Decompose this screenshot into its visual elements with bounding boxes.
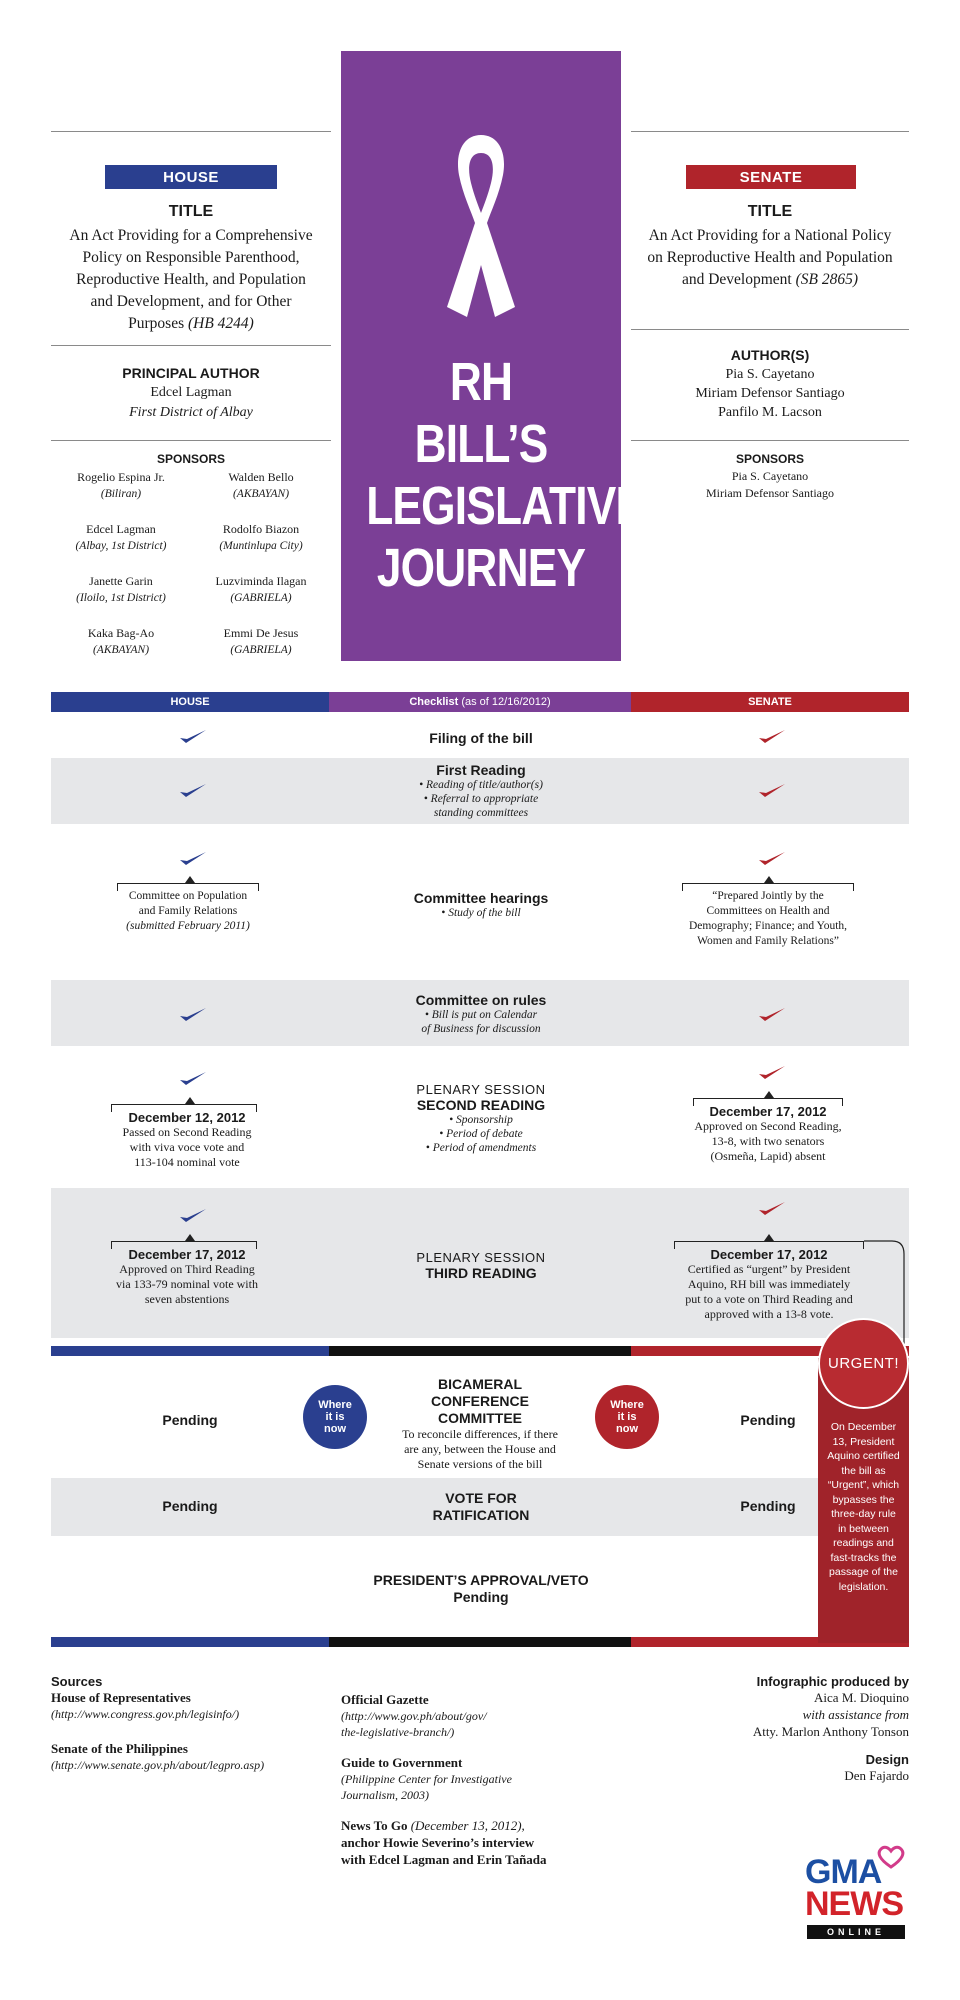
step-title: CONFERENCE [430,1393,529,1409]
source-note: with Edcel Lagman and Erin Tañada [341,1852,547,1867]
main-title-line: BILL’S [414,414,548,474]
step-desc: To reconcile differences, if there [402,1427,558,1441]
house-top-rule [51,131,331,132]
badge-line: Where [318,1399,352,1411]
house-label: HOUSE [105,165,277,189]
note-line: with viva voce vote and [129,1140,245,1154]
title-panel [341,51,645,661]
step-kicker: PLENARY SESSION [416,1082,546,1097]
senate-author: Miriam Defensor Santiago [695,386,845,401]
main-title-line: JOURNEY [376,538,586,598]
note-line: Committees on Health and [706,905,830,917]
step-item: standing committees [433,807,529,819]
step-item: of Business for discussion [421,1023,541,1035]
house-third-reading-note [95,1247,279,1307]
house-title-line: An Act Providing for a Comprehensive [69,227,313,244]
house-sponsor: Edcel Lagman (Albay, 1st District) [75,522,167,552]
note-line: via 133-79 nominal vote with [116,1277,258,1291]
sources-heading: Sources [51,1674,103,1689]
note-line: 13-8, with two senators [711,1134,825,1148]
step-title: THIRD READING [425,1265,537,1281]
senate-title-text [631,225,909,291]
badge-line: it is [325,1411,345,1423]
senate-sponsor: Pia S. Cayetano [731,469,809,483]
senate-title-line: An Act Providing for a National Policy [648,227,892,244]
senate-top-rule [631,131,909,132]
source-title: House of Representatives [51,1690,191,1705]
checklist-center-header [329,692,631,712]
note-date: December 17, 2012 [128,1247,246,1262]
note-line: Committee on Population [128,890,248,902]
source-title: News To Go [341,1818,408,1833]
note-date: December 17, 2012 [710,1247,828,1262]
logo-news: NEWS [805,1885,903,1923]
note-line: Aquino, RH bill was immediately [687,1277,851,1291]
house-title-line: and Development, and for Other [90,293,292,310]
checklist-house-header: HOUSE [51,692,329,712]
house-rule-2 [51,345,331,346]
note-line: (submitted February 2011) [126,920,250,932]
senate-third-reading-note [662,1247,876,1322]
note-line: Demography; Finance; and Youth, [688,920,848,932]
senate-check-icon [757,850,787,866]
step-item: • Period of debate [439,1128,523,1140]
house-sponsor: Janette Garin (Iloilo, 1st District) [76,574,166,604]
house-sponsors-heading: SPONSORS [156,452,225,466]
house-title-heading: TITLE [168,203,214,220]
credit-assist-name: Atty. Marlon Anthony Tonson [752,1724,909,1739]
senate-ratification-status: Pending [740,1498,796,1514]
sources-col-1 [51,1674,331,1773]
design-heading: Design [865,1752,909,1767]
senate-check-icon [757,1200,787,1216]
house-where-badge [303,1385,367,1449]
logo-gma: GMA [805,1853,882,1891]
house-sponsor: Kaka Bag-Ao (AKBAYAN) [87,626,155,656]
note-line: approved with a 13-8 vote. [704,1307,834,1321]
house-pointer [185,876,195,883]
badge-line: now [616,1423,638,1435]
senate-check-icon [757,728,787,744]
senate-check-icon [757,782,787,798]
house-title-line: Purposes [128,315,185,332]
house-sponsor: Rodolfo Biazon (Muntinlupa City) [219,522,303,552]
senate-bill-code: (SB 2865) [795,271,859,288]
senate-sponsors-block [631,452,909,502]
house-title-line: Policy on Responsible Parenthood, [82,249,300,266]
house-author-block [51,365,331,423]
step-title: Committee hearings [413,890,549,906]
senate-pointer [764,1234,774,1241]
house-check-icon [178,782,208,798]
house-bicameral-status: Pending [162,1412,218,1428]
urgent-label: URGENT! [828,1355,899,1372]
divider-center [329,1346,631,1356]
house-check-icon [178,850,208,866]
house-title-line: Reproductive Health, and Population [76,271,306,288]
checklist-senate-header: SENATE [631,692,909,712]
senate-label: SENATE [686,165,856,189]
source-url: the-legislative-branch/) [341,1725,455,1739]
house-check-icon [178,1207,208,1223]
house-title-text [51,225,331,335]
bottom-divider-center [329,1637,631,1647]
divider-house [51,1346,329,1356]
main-title [341,351,645,599]
house-sponsors-grid [51,469,331,659]
step-title: SECOND READING [416,1097,546,1113]
senate-sponsor: Miriam Defensor Santiago [706,486,834,500]
source-url: (http://www.senate.gov.ph/about/legpro.asp) [51,1758,265,1772]
step-item: • Study of the bill [441,907,521,919]
note-line: (Osmeña, Lapid) absent [710,1149,826,1163]
senate-rule-3 [631,440,909,441]
senate-authors-block [631,347,909,422]
step-committee-rules [341,992,621,1036]
step-title: Committee on rules [415,992,547,1008]
step-item: • Reading of title/author(s) [419,779,543,791]
house-pointer [185,1097,195,1104]
note-line: Approved on Second Reading, [694,1119,842,1133]
step-item: • Referral to appropriate [423,793,539,805]
step-desc: Senate versions of the bill [417,1457,543,1471]
note-line: put to a vote on Third Reading and [685,1292,853,1306]
senate-sponsors-heading: SPONSORS [735,452,804,466]
source-note: Journalism, 2003) [341,1788,429,1802]
source-note: (Philippine Center for Investigative [341,1772,512,1786]
step-third-reading [341,1250,621,1281]
ribbon-icon [441,131,521,321]
step-committee-hearings [341,890,621,920]
house-bill-code: (HB 4244) [187,315,254,332]
sources-col-2 [341,1691,601,1868]
urgent-badge [818,1318,909,1409]
credit-heading: Infographic produced by [756,1674,909,1689]
house-committee-note [101,889,275,934]
source-title: Senate of the Philippines [51,1741,188,1756]
senate-rule-2 [631,329,909,330]
house-check-icon [178,1006,208,1022]
bottom-divider-house [51,1637,329,1647]
senate-author: Panfilo M. Lacson [718,405,822,420]
step-title: PRESIDENT’S APPROVAL/VETO [373,1572,589,1588]
note-date: December 17, 2012 [709,1104,827,1119]
step-item: • Period of amendments [425,1142,537,1154]
house-ratification-status: Pending [162,1498,218,1514]
note-line: Women and Family Relations” [697,935,839,947]
logo-online: ONLINE [807,1925,905,1939]
source-date: (December 13, 2012), [410,1818,525,1833]
senate-title-line: and Development [681,271,792,288]
badge-line: it is [617,1411,637,1423]
note-line: 113-104 nominal vote [134,1155,240,1169]
note-line: Passed on Second Reading [122,1125,252,1139]
step-title: BICAMERAL [438,1376,522,1392]
house-title-block [51,203,331,335]
step-item: • Sponsorship [449,1114,513,1126]
step-item: • Bill is put on Calendar [424,1009,538,1021]
step-title: VOTE FOR [445,1490,517,1506]
main-title-line: LEGISLATIVE [366,476,645,536]
house-sponsor: Walden Bello (AKBAYAN) [228,470,294,500]
note-line: “Prepared Jointly by the [712,890,824,902]
senate-check-icon [757,1006,787,1022]
step-president [341,1572,621,1606]
senate-authors-heading: AUTHOR(S) [730,347,810,363]
credit-name: Aica M. Dioquino [814,1690,909,1705]
note-line: Certified as “urgent” by President [687,1262,851,1276]
source-title: Guide to Government [341,1755,463,1770]
step-first-reading [341,762,621,820]
house-sponsor: Luzviminda Ilagan (GABRIELA) [215,574,307,604]
senate-title-block [631,203,909,291]
step-bicameral [380,1376,580,1472]
design-name: Den Fajardo [844,1768,909,1783]
senate-author: Pia S. Cayetano [725,367,815,382]
step-second-reading [341,1082,621,1155]
gma-news-logo [805,1845,911,1945]
step-title: First Reading [436,762,526,778]
house-rule-3 [51,440,331,441]
badge-line: now [324,1423,346,1435]
source-note: anchor Howie Severino’s interview [341,1835,535,1850]
credit-assist: with assistance from [802,1707,909,1722]
note-line: and Family Relations [138,905,238,917]
step-filing: Filing of the bill [429,730,533,746]
senate-title-line: on Reproductive Health and Population [647,249,893,266]
senate-bicameral-status: Pending [740,1412,796,1428]
checklist-label: Checklist [409,696,459,708]
house-author-name: Edcel Lagman [150,385,232,400]
badge-line: Where [610,1399,644,1411]
senate-pointer [764,1091,774,1098]
house-check-icon [178,728,208,744]
source-title: Official Gazette [341,1692,429,1707]
step-title: COMMITTEE [438,1410,522,1426]
senate-committee-note [672,889,864,949]
house-sponsor: Rogelio Espina Jr. (Biliran) [77,470,165,500]
senate-second-reading-note [673,1104,863,1164]
credits [631,1674,909,1784]
step-ratification [341,1490,621,1524]
senate-check-icon [757,1064,787,1080]
house-second-reading-note [95,1110,279,1170]
source-url: (http://www.congress.gov.ph/legisinfo/) [51,1707,240,1721]
note-line: seven abstentions [144,1292,230,1306]
step-title: RATIFICATION [432,1507,530,1523]
house-author-heading: PRINCIPAL AUTHOR [122,365,260,381]
note-line: Approved on Third Reading [119,1262,255,1276]
step-status: Pending [453,1589,509,1605]
house-pointer [185,1234,195,1241]
step-desc: are any, between the House and [404,1442,556,1456]
house-check-icon [178,1070,208,1086]
house-author-district: First District of Albay [129,405,253,420]
step-kicker: PLENARY SESSION [416,1250,546,1265]
note-date: December 12, 2012 [128,1110,246,1125]
senate-title-heading: TITLE [747,203,793,220]
main-title-line: RH [449,352,513,412]
source-url: (http://www.gov.ph/about/gov/ [341,1709,487,1723]
checklist-date: (as of 12/16/2012) [461,696,551,708]
senate-pointer [764,876,774,883]
urgent-text: On December 13, President Aquino certified the bill as “Urgent”, which bypasses the three-day rule in between readings and fast-tracks the passage of the legislation. [827,1421,900,1593]
house-sponsor: Emmi De Jesus (GABRIELA) [223,626,299,656]
